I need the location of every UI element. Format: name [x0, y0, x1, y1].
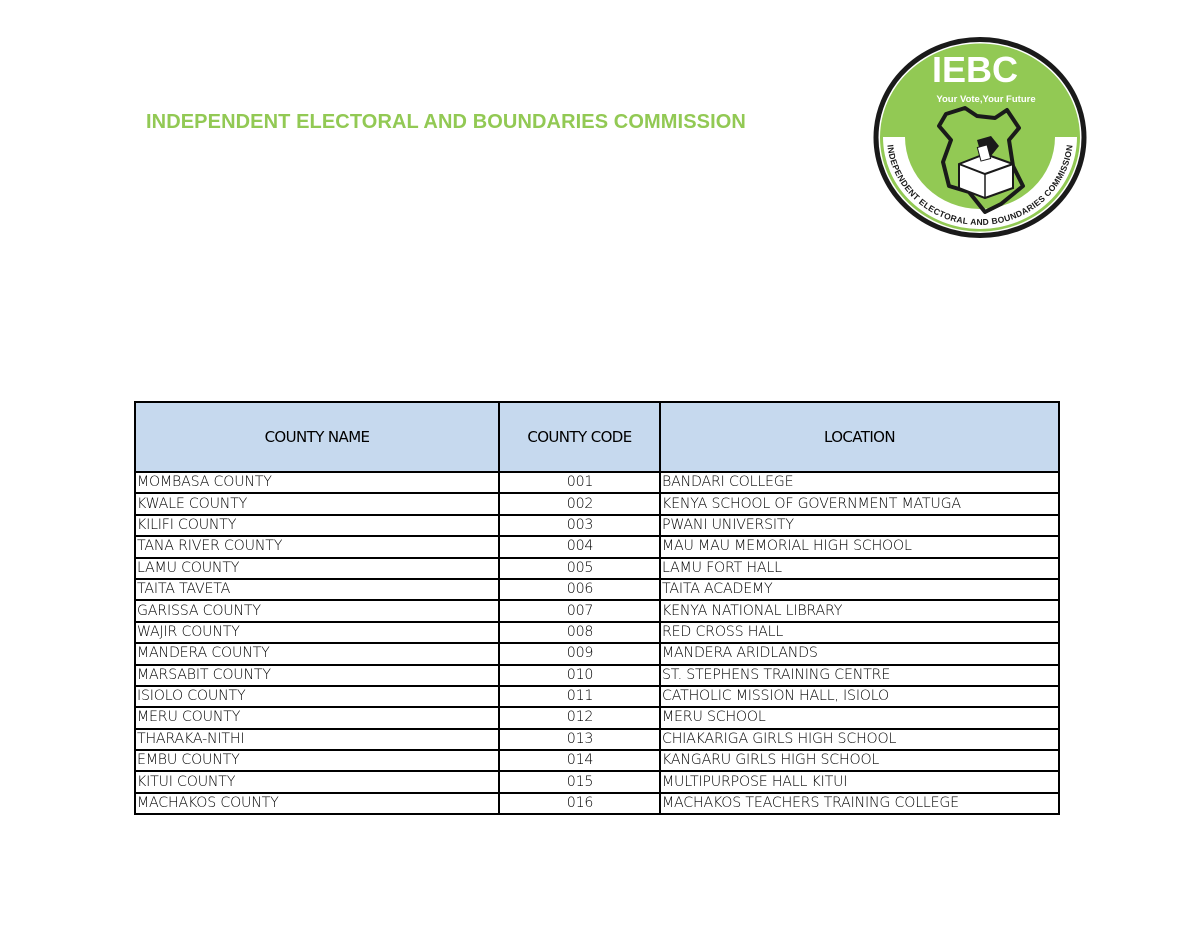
county-table	[134, 401, 1060, 815]
svg-text:INDEPENDENT ELECTORAL AND BOUN: INDEPENDENT ELECTORAL AND BOUNDARIES COMMISSION	[885, 143, 1075, 228]
table-row	[135, 622, 1059, 643]
table-row	[135, 793, 1059, 814]
county-code-cell: 004	[499, 536, 660, 557]
county-name-cell: KWALE COUNTY	[135, 493, 499, 514]
county-code-cell: 006	[499, 579, 660, 600]
location-cell: BANDARI COLLEGE	[660, 472, 1059, 493]
county-code-cell: 015	[499, 771, 660, 792]
county-code-cell: 007	[499, 600, 660, 621]
county-name-cell: MARSABIT COUNTY	[135, 665, 499, 686]
county-code-cell: 005	[499, 558, 660, 579]
county-name-cell: MANDERA COUNTY	[135, 643, 499, 664]
county-name-cell: TAITA TAVETA	[135, 579, 499, 600]
county-code-cell: 008	[499, 622, 660, 643]
table-row	[135, 515, 1059, 536]
location-cell: LAMU FORT HALL	[660, 558, 1059, 579]
county-name-cell: MOMBASA COUNTY	[135, 472, 499, 493]
county-name-cell: LAMU COUNTY	[135, 558, 499, 579]
county-code-cell: 009	[499, 643, 660, 664]
county-name-cell: EMBU COUNTY	[135, 750, 499, 771]
logo-slogan: Your Vote,Your Future	[936, 94, 1036, 105]
table-row	[135, 493, 1059, 514]
column-header-county-name: COUNTY NAME	[135, 402, 499, 472]
county-code-cell: 011	[499, 686, 660, 707]
location-cell: CHIAKARIGA GIRLS HIGH SCHOOL	[660, 729, 1059, 750]
county-name-cell: MERU COUNTY	[135, 707, 499, 728]
location-cell: KENYA SCHOOL OF GOVERNMENT MATUGA	[660, 493, 1059, 514]
county-code-cell: 010	[499, 665, 660, 686]
location-cell: MULTIPURPOSE HALL KITUI	[660, 771, 1059, 792]
county-code-cell: 001	[499, 472, 660, 493]
location-cell: MANDERA ARIDLANDS	[660, 643, 1059, 664]
logo-acronym: IEBC	[931, 49, 1019, 90]
column-header-county-code: COUNTY CODE	[499, 402, 660, 472]
column-header-location: LOCATION	[660, 402, 1059, 472]
location-cell: KENYA NATIONAL LIBRARY	[660, 600, 1059, 621]
county-name-cell: TANA RIVER COUNTY	[135, 536, 499, 557]
table-row	[135, 771, 1059, 792]
county-name-cell: WAJIR COUNTY	[135, 622, 499, 643]
location-cell: TAITA ACADEMY	[660, 579, 1059, 600]
page-title: INDEPENDENT ELECTORAL AND BOUNDARIES COMMISSION	[146, 111, 746, 133]
location-cell: MAU MAU MEMORIAL HIGH SCHOOL	[660, 536, 1059, 557]
table-row	[135, 707, 1059, 728]
county-code-cell: 002	[499, 493, 660, 514]
county-name-cell: KILIFI COUNTY	[135, 515, 499, 536]
table-row	[135, 536, 1059, 557]
location-cell: PWANI UNIVERSITY	[660, 515, 1059, 536]
location-cell: ST. STEPHENS TRAINING CENTRE	[660, 665, 1059, 686]
county-code-cell: 016	[499, 793, 660, 814]
county-code-cell: 003	[499, 515, 660, 536]
iebc-seal-icon	[873, 36, 1087, 239]
table-row	[135, 472, 1059, 493]
county-name-cell: KITUI COUNTY	[135, 771, 499, 792]
county-name-cell: MACHAKOS COUNTY	[135, 793, 499, 814]
table-row	[135, 579, 1059, 600]
iebc-logo	[873, 36, 1087, 239]
ballot-box-icon	[959, 154, 1013, 198]
location-cell: CATHOLIC MISSION HALL, ISIOLO	[660, 686, 1059, 707]
location-cell: KANGARU GIRLS HIGH SCHOOL	[660, 750, 1059, 771]
location-cell: MERU SCHOOL	[660, 707, 1059, 728]
table-header-row	[135, 402, 1059, 472]
table-row	[135, 643, 1059, 664]
county-code-cell: 014	[499, 750, 660, 771]
county-code-cell: 013	[499, 729, 660, 750]
table-row	[135, 750, 1059, 771]
location-cell: MACHAKOS TEACHERS TRAINING COLLEGE	[660, 793, 1059, 814]
table-row	[135, 665, 1059, 686]
county-code-cell: 012	[499, 707, 660, 728]
table-row	[135, 558, 1059, 579]
county-name-cell: GARISSA COUNTY	[135, 600, 499, 621]
county-name-cell: THARAKA-NITHI	[135, 729, 499, 750]
location-cell: RED CROSS HALL	[660, 622, 1059, 643]
table-row	[135, 686, 1059, 707]
table-row	[135, 600, 1059, 621]
table-row	[135, 729, 1059, 750]
county-name-cell: ISIOLO COUNTY	[135, 686, 499, 707]
